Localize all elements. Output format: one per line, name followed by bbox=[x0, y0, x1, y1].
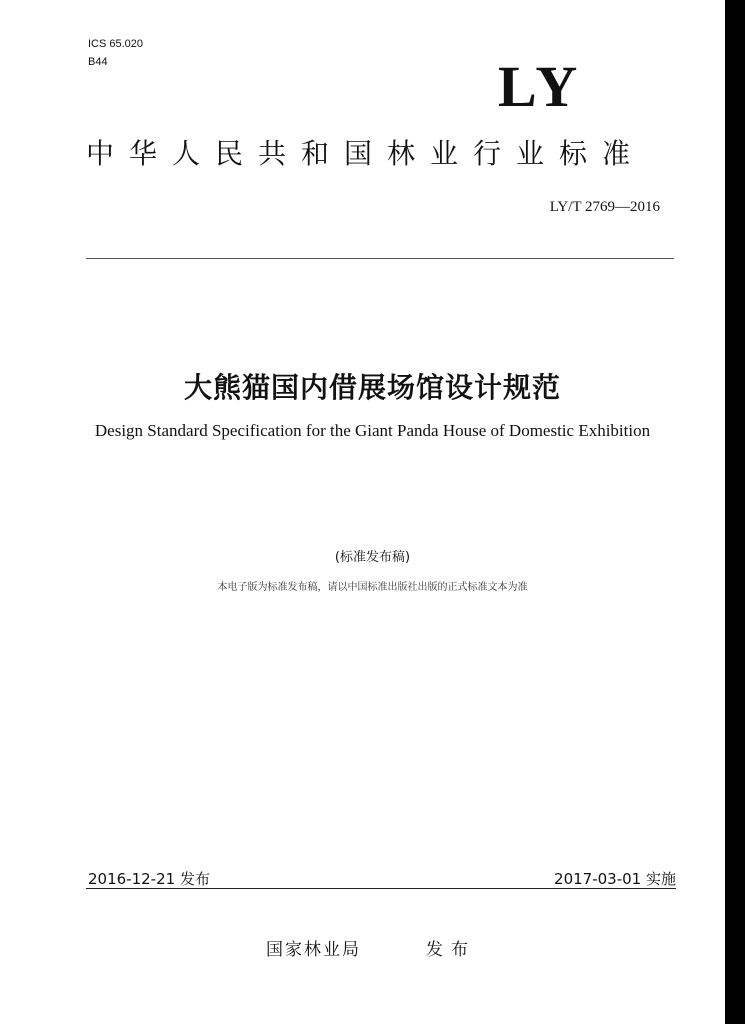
ics-code: ICS 65.020 bbox=[88, 38, 144, 50]
standard-logo: LY bbox=[498, 54, 582, 119]
industry-standard-heading: 中华人民共和国林业行业标准 bbox=[86, 137, 646, 170]
footer-divider bbox=[86, 888, 676, 889]
publisher-name: 国家林业局 bbox=[266, 940, 361, 960]
publish-label: 发布 bbox=[426, 940, 476, 960]
page-edge-bar bbox=[725, 0, 745, 1024]
header-divider bbox=[86, 258, 674, 259]
document-title-chinese: 大熊猫国内借展场馆设计规范 bbox=[183, 371, 561, 404]
classification-code: B44 bbox=[88, 56, 108, 68]
edition-notice: 本电子版为标准发布稿，请以中国标准出版社出版的正式标准文本为准 bbox=[217, 582, 528, 593]
document-title-english: Design Standard Specification for the Giant Panda House of Domestic Exhibition bbox=[94, 421, 651, 440]
issue-date: 2016-12-21 发布 bbox=[88, 870, 210, 888]
standard-number: LY/T 2769—2016 bbox=[549, 199, 660, 215]
effective-date: 2017-03-01 实施 bbox=[554, 870, 676, 888]
draft-label: (标准发布稿) bbox=[334, 550, 411, 565]
